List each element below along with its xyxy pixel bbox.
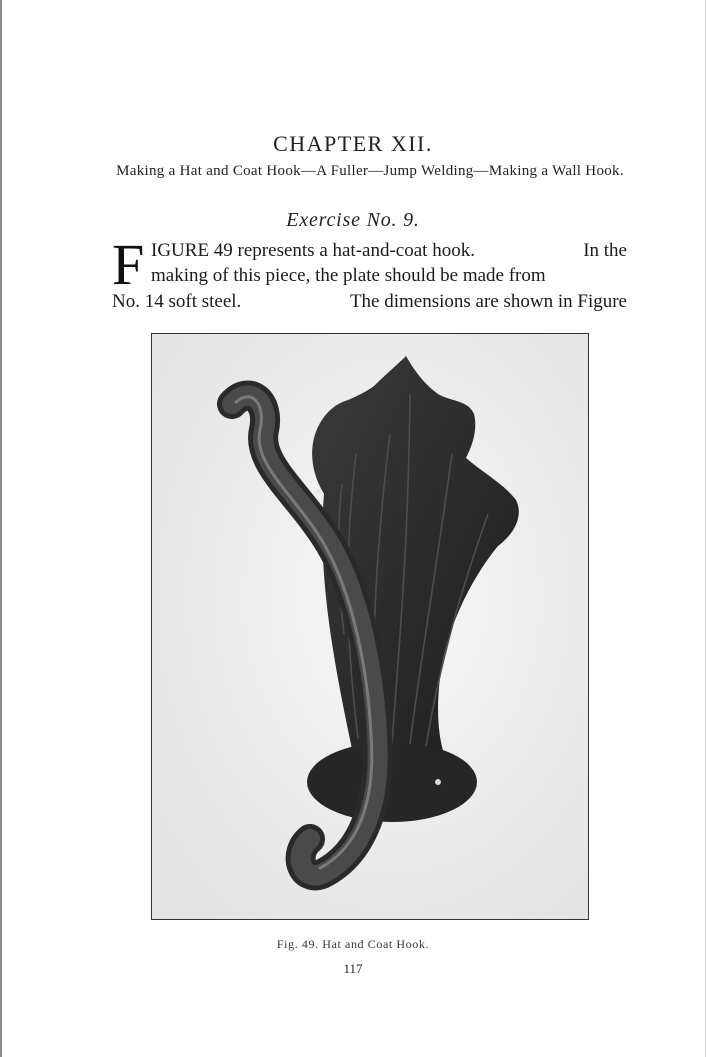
page-number: 117: [343, 961, 363, 976]
figure-caption: Fig. 49. Hat and Coat Hook.: [276, 937, 430, 951]
rivet-hole-top: [315, 489, 321, 495]
paragraph-line-3: [112, 291, 627, 313]
hat-coat-hook-illustration: [152, 334, 588, 919]
paragraph-line-1: [151, 240, 627, 262]
paragraph-line-3-part-2: The dimensions are shown in Figure: [349, 291, 627, 312]
rivet-hole-bottom: [435, 779, 441, 785]
chapter-title: CHAPTER XII.: [273, 131, 433, 156]
paragraph-line-3-part-1: No. 14 soft steel.: [112, 291, 242, 312]
exercise-heading: Exercise No. 9.: [286, 209, 420, 231]
figure-photo: [151, 333, 589, 920]
drop-cap: F: [112, 232, 145, 297]
paragraph-line-1-part-1: IGURE 49 represents a hat-and-coat hook.: [151, 240, 475, 261]
page-edge-left: [0, 0, 2, 1057]
paragraph-line-2: making of this piece, the plate should be made from: [151, 265, 546, 286]
paragraph-line-1-part-2: In the: [583, 240, 627, 261]
chapter-subtitle: Making a Hat and Coat Hook—A Fuller—Jump Welding—Making a Wall Hook.: [116, 163, 624, 179]
